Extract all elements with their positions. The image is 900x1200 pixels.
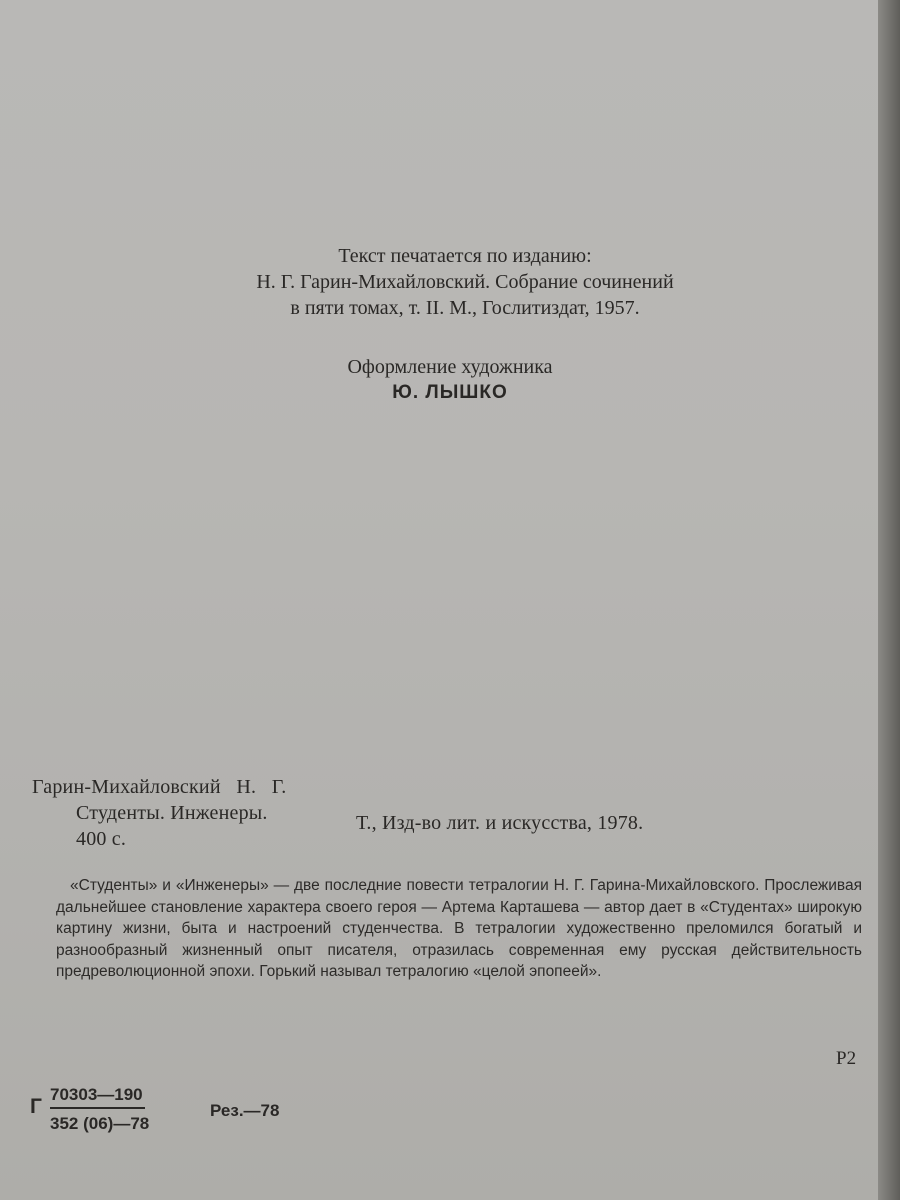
index-rez: Рез.—78 <box>210 1101 280 1120</box>
design-credit <box>300 354 600 406</box>
source-line-2: Н. Г. Гарин-Михайловский. Собрание сочинений <box>256 271 674 293</box>
page-edge-shadow <box>878 0 900 1200</box>
design-label: Оформление художника <box>347 356 553 378</box>
artist-name: Ю. ЛЫШКО <box>392 382 508 403</box>
biblio-publisher: Т., Изд-во лит. и искусства, 1978. <box>356 812 644 834</box>
source-line-1: Текст печатается по изданию: <box>338 245 592 267</box>
bibliographic-record <box>32 774 644 852</box>
biblio-author: Гарин-Михайловский Н. Г. <box>32 776 287 798</box>
biblio-pages: 400 с. <box>76 828 127 850</box>
source-edition-note <box>205 243 725 321</box>
classification-code: Р2 <box>836 1048 857 1069</box>
index-numerator: 70303—190 <box>50 1085 145 1109</box>
index-letter: Г <box>30 1095 42 1118</box>
source-line-3: в пяти томах, т. II. М., Гослитиздат, 1957. <box>290 297 640 319</box>
index-denominator: 352 (06)—78 <box>50 1114 150 1133</box>
book-annotation: «Студенты» и «Инженеры» — две последние повести тетралогии Н. Г. Гарина-Михайловского. Прослеживая дальнейшее становление характера своего героя — Артема Карташева — автор дает в «Студентах» широкую картину жизни, быта и настроений студенчества. В тетралогии художественно преломился богатый и разнообразный жизненный опыт писателя, отразилась современная ему русская действительность предреволюционной эпохи. Горький называл тетралогию «целой эпопеей». <box>56 877 862 980</box>
biblio-title: Студенты. Инженеры. <box>76 802 268 824</box>
